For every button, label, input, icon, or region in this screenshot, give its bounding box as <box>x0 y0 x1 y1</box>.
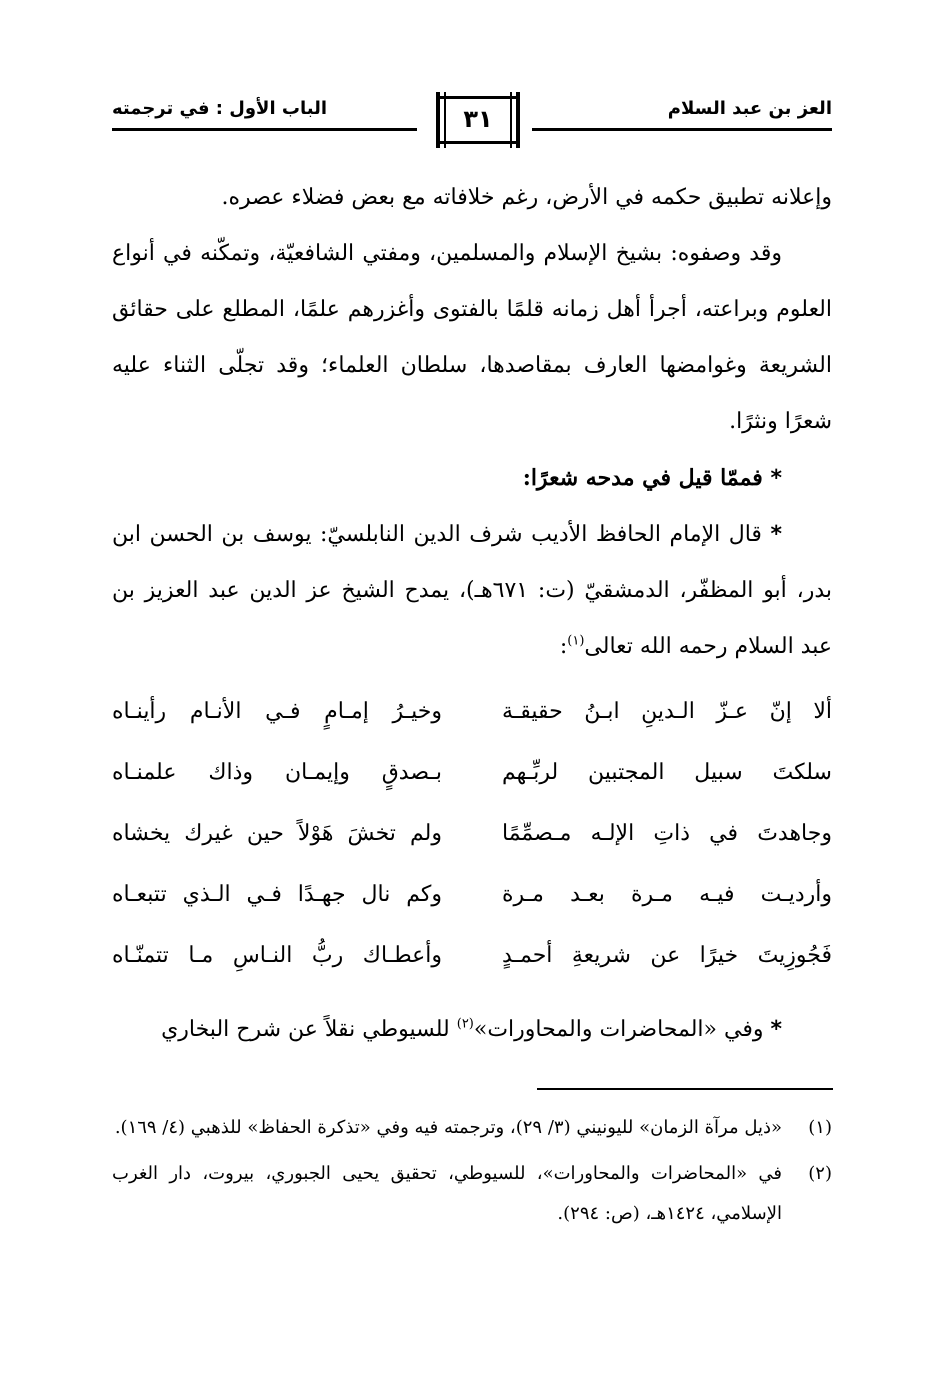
poem-intro-heading: فممّا قيل في مدحه شعرًا: <box>522 465 763 491</box>
footnote-1 <box>112 1108 832 1148</box>
paragraph-3-heading <box>112 450 832 507</box>
closing-text <box>112 1002 832 1058</box>
closing-text-a: وفي «المحاضرات والمحاورات» <box>473 1017 764 1042</box>
verse-first-hemistich: فَجُوزِيتَ خيرًا عن شريعةِ أحمـدٍ <box>502 943 832 968</box>
paragraph-2: وقد وصفوه: بشيخ الإسلام والمسلمين، ومفتي الشافعيّة، وتمكّنه في أنواع العلوم وبراعته، أجرأ أهل زمانه قلمًا بالفتوى وأغزرهم علمًا، المطلع على حقائق الشريعة وغوامضها العارف بمقاصدها، سلطان العلماء؛ وقد تجلّى الثناء عليه شعرًا ونثرًا. <box>112 241 832 434</box>
book-title: العز بن عبد السلام <box>667 98 832 119</box>
verse-second-hemistich: وكم نال جهـدًا فـي الـذي تتبعـاه <box>112 882 442 907</box>
verse-second-hemistich: ولم تخشَ هَوْلاً حين غيرك يخشاه <box>112 821 442 846</box>
footnote-text: «ذيل مرآة الزمان» لليونيني (٣/ ٢٩)، وترجمته فيه وفي «تذكرة الحفاظ» للذهبي (٤/ ١٦٩). <box>114 1117 782 1138</box>
poet-introduction: قال الإمام الحافظ الأديب شرف الدين النابلسيّ: يوسف بن الحسن ابن بدر، أبو المظفّر، الدمشقيّ (ت: ٦٧١هـ)، يمدح الشيخ عز الدين عبد العزيز بن عبد السلام رحمه الله تعالى <box>112 522 832 659</box>
footnote-ref-2: (٢) <box>456 1016 474 1032</box>
body-text <box>112 170 832 675</box>
running-header <box>112 92 832 156</box>
footnote-text: في «المحاضرات والمحاورات»، للسيوطي، تحقيق يحيى الجبوري، بيروت، دار الغرب الإسلامي، ١٤٢٤هـ، (ص: ٢٩٤). <box>112 1163 782 1224</box>
footnote-separator <box>537 1088 833 1090</box>
bullet-marker: * <box>770 522 782 547</box>
closing-text-b: للسيوطي نقلاً عن شرح البخاري <box>161 1017 457 1042</box>
poem <box>112 684 832 989</box>
footnotes <box>112 1108 832 1240</box>
verse-first-hemistich: وجاهدتَ في ذاتِ الإلـه مـصمِّمًا <box>502 821 832 846</box>
closing-paragraph <box>112 1002 832 1058</box>
verse <box>112 806 832 867</box>
header-rule-left <box>112 128 417 131</box>
colon: : <box>559 634 568 659</box>
footnote-number: (٢) <box>808 1163 832 1184</box>
footnote-number: (١) <box>808 1117 832 1138</box>
footnote-2 <box>112 1154 832 1234</box>
paragraph-4 <box>112 507 832 675</box>
bullet-marker: * <box>770 1017 782 1042</box>
verse-second-hemistich: بـصدقٍ وإيمـان وذاك علمنـاه <box>112 760 442 785</box>
page-number-frame <box>436 92 520 148</box>
verse-first-hemistich: سلكتَ سبيل المجتبين لربِّـهم <box>502 760 832 785</box>
paragraph-1: وإعلانه تطبيق حكمه في الأرض، رغم خلافاته مع بعض فضلاء عصره. <box>221 185 832 210</box>
page-number: ٣١ <box>463 105 493 133</box>
verse <box>112 867 832 928</box>
verse <box>112 928 832 989</box>
verse <box>112 684 832 745</box>
verse-first-hemistich: وأرديـت فيـه مـرة بعـد مـرة <box>502 882 832 907</box>
verse <box>112 745 832 806</box>
chapter-title: الباب الأول : في ترجمته <box>112 98 328 119</box>
verse-second-hemistich: وخيـرُ إمـامٍ فـي الأنـام رأينـاه <box>112 699 442 724</box>
verse-second-hemistich: وأعطـاك ربُّ النـاسِ مـا تتمنّـاه <box>112 943 442 968</box>
bullet-marker: * <box>770 466 782 491</box>
footnote-ref-1: (١) <box>567 633 585 649</box>
verse-first-hemistich: ألا إنّ عـزّ الـدينِ ابـنُ حقيقـة <box>502 699 832 724</box>
header-rule-right <box>532 128 832 131</box>
